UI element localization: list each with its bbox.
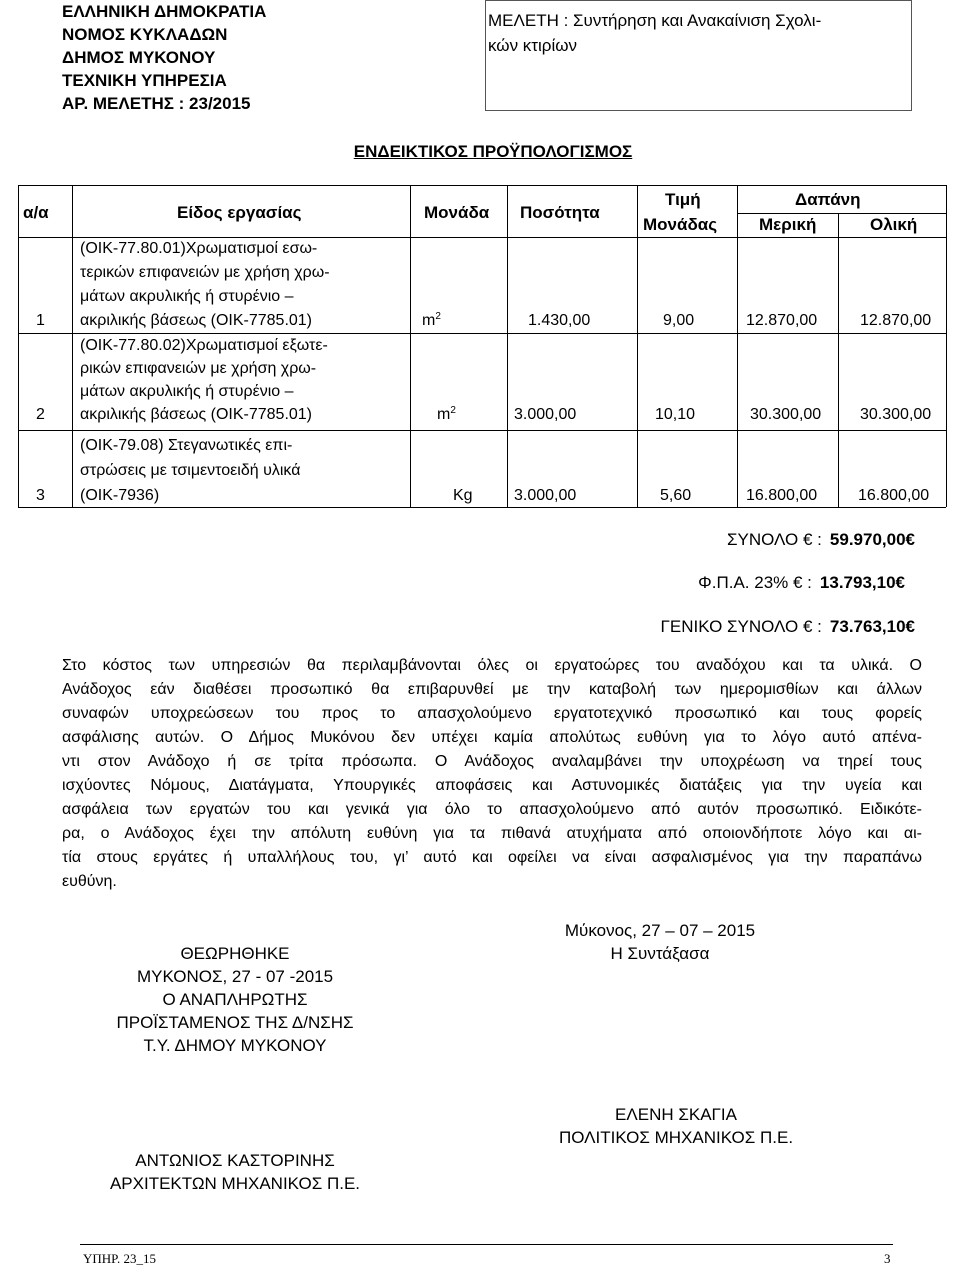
subtotal-value: 59.970,00€ <box>829 530 915 549</box>
description-line: (ΟΙΚ-77.80.02)Χρωματισμοί εξωτε- <box>80 337 328 354</box>
row-unit-price: 10,10 <box>655 406 696 423</box>
row-number: 2 <box>36 406 45 423</box>
study-title-line: ΜΕΛΕΤΗ : Συντήρηση και Ανακαίνιση Σχολι- <box>488 11 822 30</box>
row-partial-cost: 16.800,00 <box>746 487 818 504</box>
authority-line: ΝΟΜΟΣ ΚΥΚΛΑΔΩΝ <box>62 25 228 44</box>
table-border <box>18 185 946 186</box>
paragraph-line: ευθύνη. <box>62 873 117 890</box>
table-border <box>410 185 411 507</box>
approver-name: ΑΝΤΩΝΙΟΣ ΚΑΣΤΟΡΙΝΗΣ <box>135 1151 335 1170</box>
page-number: 3 <box>884 1251 891 1266</box>
paragraph-line: συναφών υποχρεώσεων του προς το απασχολούμενο εργατοτεχνικό προσωπικό και τους φορείς <box>62 705 922 722</box>
description-line: (ΟΙΚ-79.08) Στεγανωτικές επι- <box>80 437 293 454</box>
description-line: ακριλικής βάσεως (ΟΙΚ-7785.01) <box>80 406 313 423</box>
author-name: ΕΛΕΝΗ ΣΚΑΓΙΑ <box>615 1105 737 1124</box>
paragraph-line: Στο κόστος των υπηρεσιών θα περιλαμβάνονται όλες οι εργατοώρες του αναδόχου και τα υλικά. Ο <box>62 657 922 674</box>
paragraph-line: ισχύοντες Νόμους, Διατάγματα, Υπουργικές αποφάσεις και Αστυνομικές διατάξεις για την υγεία και <box>62 777 922 794</box>
row-description <box>80 433 300 508</box>
row-number: 1 <box>36 312 45 329</box>
row-quantity: 1.430,00 <box>528 312 591 329</box>
table-border <box>737 185 738 507</box>
approval-line: ΜΥΚΟΝΟΣ, 27 - 07 -2015 <box>136 967 334 986</box>
row-unit <box>437 403 456 426</box>
table-border <box>946 185 947 507</box>
study-title-line: κών κτιρίων <box>488 36 578 55</box>
row-unit-price: 5,60 <box>660 487 692 504</box>
grand-total-label: ΓΕΝΙΚΟ ΣΥΝΟΛΟ € : <box>660 617 822 636</box>
author-name-block <box>526 1103 826 1149</box>
authority-line: ΤΕΧΝΙΚΗ ΥΠΗΡΕΣΙΑ <box>62 71 227 90</box>
unit-text: m <box>437 406 451 423</box>
authority-line: ΕΛΛΗΝΙΚΗ ΔΗΜΟΚΡΑΤΙΑ <box>62 2 267 21</box>
approval-line: Τ.Υ. ΔΗΜΟΥ ΜΥΚΟΝΟΥ <box>143 1036 327 1055</box>
study-number: ΑΡ. ΜΕΛΕΤΗΣ : 23/2015 <box>62 94 251 113</box>
paragraph-line: Ανάδοχος εάν διαθέσει προσωπικό θα επιβαρυνθεί με την καταβολή των ημερομισθίων και άλλων <box>62 681 922 698</box>
header-partial: Μερική <box>759 215 817 234</box>
row-quantity: 3.000,00 <box>514 406 577 423</box>
paragraph-line: ντι στον Ανάδοχο ή σε τρίτα πρόσωπα. Ο Ανάδοχος αναλαμβάνει την υποχρέωση να τηρεί τους <box>62 753 922 770</box>
subtotal-label: ΣΥΝΟΛΟ € : <box>727 530 822 549</box>
row-unit: Kg <box>453 487 473 504</box>
table-border <box>637 185 638 507</box>
vat-row <box>698 572 905 594</box>
grand-total-row <box>661 616 915 638</box>
row-partial-cost: 12.870,00 <box>746 312 818 329</box>
approver-name-block <box>55 1149 415 1195</box>
paragraph-line: ασφάλεια των εργατών του και γενικά για όλο το απασχολούμενο από αυτόν προσωπικό. Ειδικότε- <box>62 801 922 818</box>
author-signature-block <box>510 919 810 965</box>
author-title: ΠΟΛΙΤΙΚΟΣ ΜΗΧΑΝΙΚΟΣ Π.Ε. <box>558 1128 794 1147</box>
description-line: (ΟΙΚ-77.80.01)Χρωματισμοί εσω- <box>80 240 318 257</box>
paragraph-line: ρα, ο Ανάδοχος έχει την απόλυτη ευθύνη για τα πιθανά ατυχήματα από οποιονδήποτε λόγο και αι- <box>62 825 922 842</box>
vat-value: 13.793,10€ <box>819 573 905 592</box>
row-total-cost: 30.300,00 <box>860 406 932 423</box>
paragraph-line: ασφάλισης αυτών. Ο Δήμος Μυκόνου δεν υπέχει καμία απολύτως ευθύνη για το λόγο αυτό απένα- <box>62 729 922 746</box>
authority-block <box>62 0 266 115</box>
approver-title: ΑΡΧΙΤΕΚΤΩΝ ΜΗΧΑΝΙΚΟΣ Π.Ε. <box>109 1174 361 1193</box>
row-unit-price: 9,00 <box>663 312 695 329</box>
description-line: στρώσεις με τσιμεντοειδή υλικά <box>80 462 301 479</box>
row-quantity: 3.000,00 <box>514 487 577 504</box>
header-price-line1: Τιμή <box>665 190 701 209</box>
header-price-line2: Μονάδας <box>643 215 718 234</box>
table-border <box>18 430 946 431</box>
unit-text: m <box>422 312 436 329</box>
row-number: 3 <box>36 487 45 504</box>
header-cost: Δαπάνη <box>795 190 861 209</box>
description-line: μάτων ακρυλικής ή στυρένιο – <box>80 288 294 305</box>
document-title: ΕΝΔΕΙΚΤΙΚΟΣ ΠΡΟΫΠΟΛΟΓΙΣΜΟΣ <box>353 142 633 161</box>
header-item: Είδος εργασίας <box>177 203 302 222</box>
table-border <box>72 185 73 507</box>
place-date: Μύκονος, 27 – 07 – 2015 <box>564 921 756 940</box>
header-quantity: Ποσότητα <box>520 203 600 222</box>
description-line: μάτων ακρυλικής ή στυρένιο – <box>80 383 294 400</box>
row-total-cost: 16.800,00 <box>858 487 930 504</box>
approval-block <box>55 942 415 1057</box>
approval-line: Ο ΑΝΑΠΛΗΡΩΤΗΣ <box>162 990 308 1009</box>
footer-rule <box>80 1244 893 1245</box>
row-description <box>80 334 328 426</box>
study-title-box <box>485 0 912 111</box>
paragraph-line: τία στους εργάτες ή υπαλλήλους του, γι’ αυτό και οφείλει να είναι ασφαλισμένος για την παραπάνω <box>62 849 922 866</box>
author-role: Η Συντάξασα <box>610 944 710 963</box>
approval-line: ΠΡΟΪΣΤΑΜΕΝΟΣ ΤΗΣ Δ/ΝΣΗΣ <box>116 1013 354 1032</box>
description-line: τερικών επιφανειών με χρήση χρω- <box>80 264 330 281</box>
footer-reference: ΥΠΗΡ. 23_15 <box>83 1251 156 1266</box>
unit-exponent: 2 <box>435 311 441 322</box>
authority-line: ΔΗΜΟΣ ΜΥΚΟΝΟΥ <box>62 48 216 67</box>
row-unit <box>422 309 441 333</box>
table-border <box>18 185 19 507</box>
header-aa: α/α <box>23 203 49 222</box>
unit-exponent: 2 <box>450 405 456 416</box>
grand-total-value: 73.763,10€ <box>829 617 915 636</box>
description-line: (ΟΙΚ-7936) <box>80 487 160 504</box>
subtotal-row <box>727 529 915 551</box>
approval-line: ΘΕΩΡΗΘΗΚΕ <box>180 944 290 963</box>
terms-paragraph <box>62 654 922 894</box>
header-total: Ολική <box>870 215 918 234</box>
description-line: ακριλικής βάσεως (ΟΙΚ-7785.01) <box>80 312 313 329</box>
vat-label: Φ.Π.Α. 23% € : <box>698 573 812 592</box>
row-description <box>80 237 330 333</box>
row-partial-cost: 30.300,00 <box>750 406 822 423</box>
table-border <box>838 213 839 507</box>
description-line: ρικών επιφανειών με χρήση χρω- <box>80 360 317 377</box>
table-border <box>507 185 508 507</box>
header-unit: Μονάδα <box>424 203 490 222</box>
row-total-cost: 12.870,00 <box>860 312 932 329</box>
